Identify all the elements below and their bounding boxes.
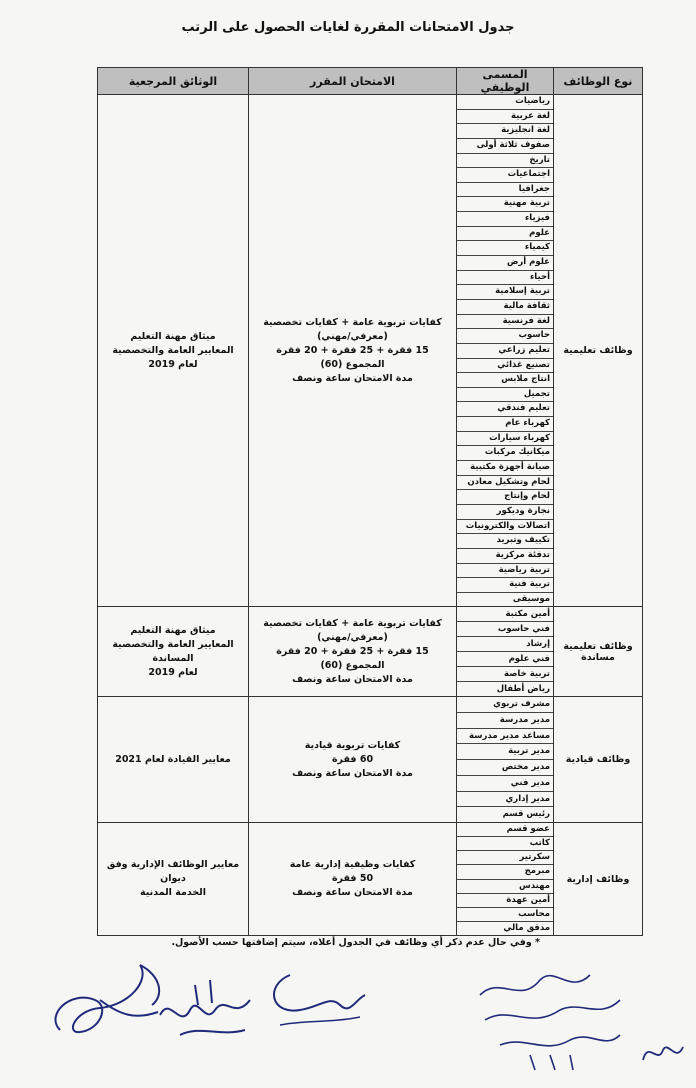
list-item: تدفئة مركزية xyxy=(457,549,553,564)
list-item: رياضيات xyxy=(457,95,553,110)
job-type-cell: وظائف قيادية xyxy=(554,697,643,823)
exam-line: كفايات تربوية قيادية xyxy=(304,739,401,751)
job-titles-list xyxy=(457,95,553,606)
list-item: مدير إداري xyxy=(457,792,553,808)
list-item: لغة انجليزية xyxy=(457,124,553,139)
exam-line: مدة الامتحان ساعة ونصف xyxy=(292,767,413,779)
exam-cell xyxy=(249,697,457,823)
table-header-row xyxy=(98,68,643,95)
reference-line: لعام 2019 xyxy=(148,666,198,678)
job-type-cell: وظائف إدارية xyxy=(554,822,643,936)
list-item: صفوف ثلاثة أولى xyxy=(457,139,553,154)
reference-line: المعايير العامة والتخصصية xyxy=(112,344,234,356)
list-item: تربية مهنية xyxy=(457,197,553,212)
list-item: كيمياء xyxy=(457,241,553,256)
header-job-type: نوع الوظائف xyxy=(554,68,643,95)
table-row xyxy=(98,697,643,823)
page-title: جدول الامتحانات المقررة لغايات الحصول على الرتب xyxy=(181,20,515,35)
exam-line: 15 فقرة + 25 فقرة + 20 فقرة xyxy=(276,344,429,356)
header-references: الوثائق المرجعية xyxy=(98,68,249,95)
list-item: سكرتير xyxy=(457,851,553,865)
list-item: لغة عربية xyxy=(457,110,553,125)
list-item: اتصالات والكترونيات xyxy=(457,520,553,535)
list-item: ميكانيك مركبات xyxy=(457,446,553,461)
job-titles-cell xyxy=(457,697,554,823)
table-row xyxy=(98,95,643,607)
exam-line: كفايات تربوية عامة + كفايات تخصصية (معرفي/مهني) xyxy=(263,316,442,342)
job-type-cell: وظائف تعليمية مساندة xyxy=(554,607,643,697)
list-item: أحياء xyxy=(457,271,553,286)
signature-3 xyxy=(260,965,370,1035)
list-item: نجارة وديكور xyxy=(457,505,553,520)
list-item: مشرف تربوي xyxy=(457,697,553,713)
list-item: ثقافة مالية xyxy=(457,300,553,315)
exam-line: المجموع (60) xyxy=(320,358,385,370)
references-cell xyxy=(98,95,249,607)
job-titles-cell xyxy=(457,822,554,936)
list-item: تصنيع غذائي xyxy=(457,359,553,374)
reference-line: معايير الوظائف الإدارية وفق ديوان xyxy=(106,859,240,885)
list-item: لغة فرنسية xyxy=(457,315,553,330)
references-cell xyxy=(98,822,249,936)
exam-line: كفايات تربوية عامة + كفايات تخصصية (معرفي/مهني) xyxy=(263,617,442,643)
list-item: علوم xyxy=(457,227,553,242)
list-item: اجتماعيات xyxy=(457,168,553,183)
list-item: مهندس xyxy=(457,880,553,894)
list-item: رياض أطفال xyxy=(496,684,550,695)
list-item: تربية رياضية xyxy=(457,564,553,579)
list-item: فيزياء xyxy=(457,212,553,227)
list-item: عضو قسم xyxy=(457,823,553,837)
list-item: كاتب xyxy=(457,837,553,851)
list-item: صيانة أجهزة مكتبية xyxy=(457,461,553,476)
list-item: مساعد مدير مدرسة xyxy=(457,729,553,745)
list-item: أمين عهدة xyxy=(457,894,553,908)
list-item: كهرباء سيارات xyxy=(457,432,553,447)
exam-cell xyxy=(249,822,457,936)
list-item: فني حاسوب xyxy=(457,622,553,637)
exam-line: مدة الامتحان ساعة ونصف xyxy=(292,673,413,685)
reference-line: الخدمة المدنية xyxy=(140,887,206,899)
list-item: لحام وإنتاج xyxy=(457,490,553,505)
table-row xyxy=(98,822,643,936)
list-item: تعليم زراعي xyxy=(457,344,553,359)
list-item: تعليم فندقي xyxy=(457,402,553,417)
list-item: مدقق مالي xyxy=(503,923,550,934)
list-item: تاريخ xyxy=(457,154,553,169)
reference-line: ميثاق مهنة التعليم xyxy=(130,624,216,636)
list-item: أمين مكتبة xyxy=(457,607,553,622)
exam-line: 15 فقرة + 25 فقرة + 20 فقرة xyxy=(276,645,429,657)
list-item: علوم أرض xyxy=(457,256,553,271)
job-type-cell: وظائف تعليمية xyxy=(554,95,643,607)
table-row xyxy=(98,607,643,697)
exam-line: المجموع (60) xyxy=(320,659,385,671)
exam-line: مدة الامتحان ساعة ونصف xyxy=(292,372,413,384)
header-job-title: المسمى الوظيفي xyxy=(457,68,554,95)
footnote: * وفي حال عدم ذكر أي وظائف في الجدول أعلاه، سيتم إضافتها حسب الأصول. xyxy=(171,937,540,948)
signature-4 xyxy=(638,1035,688,1070)
references-cell xyxy=(98,697,249,823)
exam-line: 60 فقرة xyxy=(331,753,374,765)
list-item: انتاج ملابس xyxy=(457,373,553,388)
reference-line: لعام 2019 xyxy=(148,358,198,370)
job-titles-list xyxy=(457,823,553,936)
references-cell xyxy=(98,607,249,697)
exam-line: 50 فقرة xyxy=(331,873,374,885)
reference-line: معايير القيادة لعام 2021 xyxy=(115,753,231,765)
list-item: مدير مدرسة xyxy=(457,713,553,729)
exam-cell xyxy=(249,95,457,607)
job-titles-list xyxy=(457,697,553,822)
list-item: موسيقى xyxy=(512,593,550,604)
list-item: تربية خاصة xyxy=(457,667,553,682)
job-titles-list xyxy=(457,607,553,696)
job-titles-cell xyxy=(457,607,554,697)
list-item: تربية إسلامية xyxy=(457,285,553,300)
list-item: مدير فني xyxy=(457,776,553,792)
exam-table xyxy=(97,67,643,936)
list-item: فني علوم xyxy=(457,652,553,667)
job-titles-cell xyxy=(457,95,554,607)
list-item: مبرمج xyxy=(457,865,553,879)
list-item: تجميل xyxy=(457,388,553,403)
list-item: محاسب xyxy=(457,908,553,922)
header-exam: الامتحان المقرر xyxy=(249,68,457,95)
exam-line: مدة الامتحان ساعة ونصف xyxy=(292,887,413,899)
list-item: تكييف وتبريد xyxy=(457,534,553,549)
signature-2 xyxy=(150,975,260,1045)
handwritten-note xyxy=(470,955,630,1075)
exam-line: كفايات وظيفية إدارية عامة xyxy=(289,859,416,871)
list-item: مدير تربية xyxy=(457,744,553,760)
list-item: جغرافيا xyxy=(457,183,553,198)
reference-line: المعايير العامة والتخصصية المساندة xyxy=(112,638,234,664)
list-item: حاسوب xyxy=(457,329,553,344)
list-item: تربية فنية xyxy=(457,578,553,593)
list-item: لحام وتشكيل معادن xyxy=(457,476,553,491)
list-item: كهرباء عام xyxy=(457,417,553,432)
list-item: رئيس قسم xyxy=(502,809,550,820)
list-item: مدير مختص xyxy=(457,760,553,776)
list-item: إرشاد xyxy=(457,637,553,652)
reference-line: ميثاق مهنة التعليم xyxy=(130,330,216,342)
exam-cell xyxy=(249,607,457,697)
